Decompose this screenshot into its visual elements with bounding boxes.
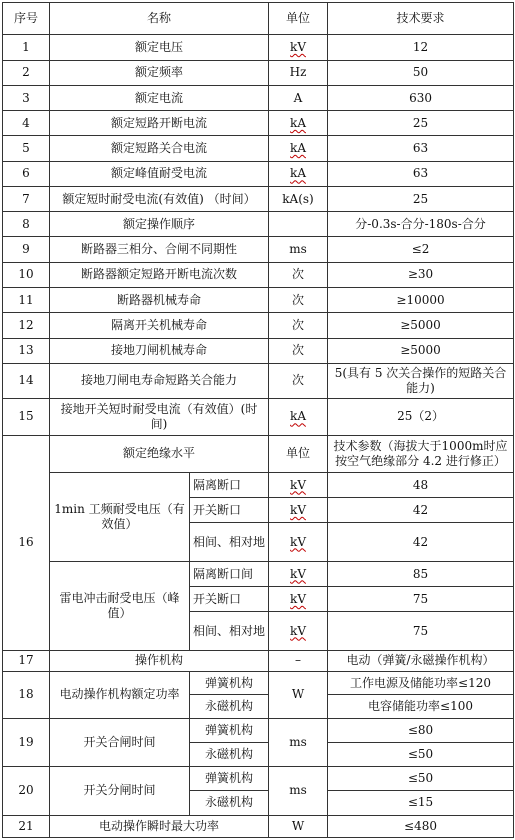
table-header-row [3,3,514,35]
row-unit: 次 [269,262,328,287]
row-unit: kA(s) [269,186,328,211]
row-no: 9 [3,237,50,262]
row-requirement: 63 [328,161,514,186]
row-no: 4 [3,111,50,136]
row-name: 断路器额定短路开断电流次数 [50,262,269,287]
row-name: 接地刀闸机械寿命 [50,338,269,363]
table-row [3,136,514,161]
row-unit: W [269,815,328,837]
row-requirement: ≤15 [328,791,514,815]
technical-parameters-table [2,2,514,838]
row-unit: – [269,650,328,671]
row-unit: 次 [269,313,328,338]
row-unit: kV [269,35,328,60]
row-no: 5 [3,136,50,161]
row-unit: Hz [269,60,328,85]
row-unit: kV [269,523,328,561]
sub-item-label: 相间、相对地 [190,523,269,561]
sub-item-label: 永磁机构 [190,791,269,815]
row-requirement: ≥5000 [328,338,514,363]
power-frequency-withstand-label: 1min 工频耐受电压（有效值） [50,472,190,561]
row-unit: kA [269,399,328,435]
table-row [3,767,514,791]
row-unit: ms [269,767,328,816]
sub-item-label: 永磁机构 [190,742,269,766]
table-row [3,650,514,671]
row-no: 1 [3,35,50,60]
row-no: 15 [3,399,50,435]
row-unit: A [269,85,328,110]
row-unit: kV [269,472,328,497]
row-requirement: 工作电源及储能功率≤120 [328,672,514,695]
row-name: 额定电压 [50,35,269,60]
row-requirement: 25 [328,111,514,136]
row-unit: 次 [269,288,328,313]
header-requirement: 技术要求 [328,3,514,35]
sub-item-label: 相间、相对地 [190,612,269,650]
row-no: 7 [3,186,50,211]
sub-item-label: 开关断口 [190,498,269,523]
row-no: 8 [3,212,50,237]
sub-item-label: 隔离断口 [190,472,269,497]
sub-item-label: 永磁机构 [190,695,269,718]
row-no: 20 [3,767,50,816]
table-row [3,338,514,363]
row-requirement: 42 [328,498,514,523]
row-requirement: 分-0.3s-合分-180s-合分 [328,212,514,237]
row-unit: W [269,672,328,719]
table-row [3,35,514,60]
row-no: 14 [3,363,50,398]
row-requirement: 电动（弹簧/永磁操作机构） [328,650,514,671]
row-name: 额定峰值耐受电流 [50,161,269,186]
row-requirement: 25 [328,186,514,211]
row-name: 隔离开关机械寿命 [50,313,269,338]
table-row [3,186,514,211]
row-requirement: 63 [328,136,514,161]
row-name: 断路器机械寿命 [50,288,269,313]
row-unit: kV [269,612,328,650]
insulation-header-row [3,435,514,472]
row-name: 额定短路关合电流 [50,136,269,161]
row-unit: kA [269,161,328,186]
sub-item-label: 弹簧机构 [190,767,269,791]
row-unit: kV [269,498,328,523]
row-no: 13 [3,338,50,363]
row-requirement: 50 [328,60,514,85]
sub-item-label: 隔离断口间 [190,561,269,586]
row-requirement: ≥10000 [328,288,514,313]
row-requirement: 75 [328,612,514,650]
row-name: 额定操作顺序 [50,212,269,237]
sub-item-label: 开关断口 [190,587,269,612]
header-unit: 单位 [269,3,328,35]
row-requirement: ≥30 [328,262,514,287]
row-name: 额定短时耐受电流(有效值) （时间） [50,186,269,211]
row-requirement: ≤80 [328,718,514,742]
table-row [3,60,514,85]
row-name: 额定电流 [50,85,269,110]
row-no: 21 [3,815,50,837]
row-unit: ms [269,237,328,262]
row-requirement: 12 [328,35,514,60]
row-no: 12 [3,313,50,338]
row-no: 6 [3,161,50,186]
insulation-title: 额定绝缘水平 [50,435,269,472]
row-no: 16 [3,435,50,650]
row-unit: kV [269,561,328,586]
row-requirement: 85 [328,561,514,586]
insulation-unit: 单位 [269,435,328,472]
table-row [3,111,514,136]
table-row [3,472,514,497]
row-requirement: 48 [328,472,514,497]
row-unit: 次 [269,363,328,398]
row-requirement: 75 [328,587,514,612]
row-name: 额定频率 [50,60,269,85]
table-row [3,161,514,186]
lightning-impulse-withstand-label: 雷电冲击耐受电压（峰值） [50,561,190,650]
table-row [3,262,514,287]
row-unit: kA [269,136,328,161]
table-row [3,672,514,695]
row-requirement: 电容储能功率≤100 [328,695,514,718]
table-row [3,85,514,110]
row-unit: 次 [269,338,328,363]
row-name: 接地开关短时耐受电流（有效值）(时间) [50,399,269,435]
row-requirement: ≤50 [328,742,514,766]
row-name: 开关分闸时间 [50,767,190,816]
row-unit: kA [269,111,328,136]
table-row [3,237,514,262]
header-name: 名称 [50,3,269,35]
row-no: 18 [3,672,50,719]
row-requirement: 5(具有 5 次关合操作的短路关合能力) [328,363,514,398]
table-row [3,815,514,837]
row-no: 2 [3,60,50,85]
row-name: 电动操作瞬时最大功率 [50,815,269,837]
sub-item-label: 弹簧机构 [190,672,269,695]
row-name: 接地刀闸电寿命短路关合能力 [50,363,269,398]
row-unit [269,212,328,237]
row-no: 17 [3,650,50,671]
row-no: 11 [3,288,50,313]
row-no: 10 [3,262,50,287]
row-name: 额定短路开断电流 [50,111,269,136]
table-row [3,288,514,313]
table-row [3,313,514,338]
table-row [3,212,514,237]
table-row [3,718,514,742]
row-name: 操作机构 [50,650,269,671]
table-row [3,363,514,398]
row-unit: kV [269,587,328,612]
row-name: 电动操作机构额定功率 [50,672,190,719]
row-no: 19 [3,718,50,767]
row-name: 开关合闸时间 [50,718,190,767]
insulation-requirement: 技术参数（海拔大于1000m时应按空气绝缘部分 4.2 进行修正） [328,435,514,472]
row-requirement: 42 [328,523,514,561]
table-row [3,399,514,435]
row-name: 断路器三相分、合闸不同期性 [50,237,269,262]
header-no: 序号 [3,3,50,35]
row-requirement: 630 [328,85,514,110]
table-row [3,561,514,586]
row-unit: ms [269,718,328,767]
row-requirement: ≥5000 [328,313,514,338]
row-requirement: ≤2 [328,237,514,262]
row-no: 3 [3,85,50,110]
row-requirement: ≤50 [328,767,514,791]
row-requirement: ≤480 [328,815,514,837]
sub-item-label: 弹簧机构 [190,718,269,742]
row-requirement: 25（2） [328,399,514,435]
